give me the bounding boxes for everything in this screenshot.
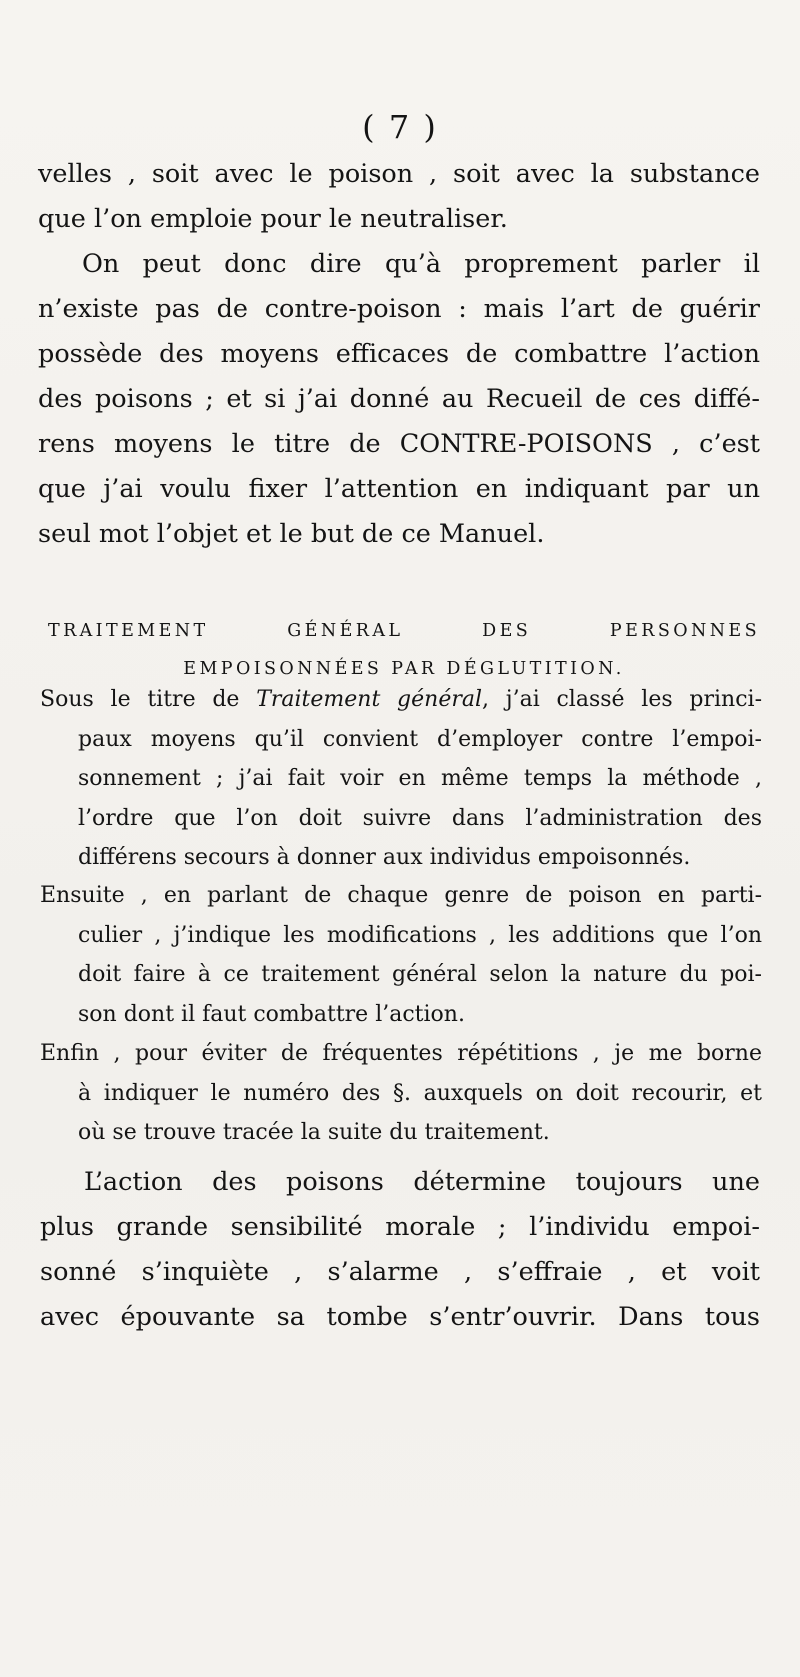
text-line: son dont il faut combattre l’action. (78, 1001, 465, 1027)
paragraph-continued (38, 152, 760, 242)
text-line: sonnement ; j’ai fait voir en même temps la méthode , (78, 766, 762, 791)
paragraph-action-des-poisons (40, 1160, 760, 1340)
section-heading (48, 612, 760, 688)
text-line: doit faire à ce traitement général selon la nature du poi- (78, 962, 762, 987)
heading-line-2: EMPOISONNÉES PAR DÉGLUTITION. (183, 659, 625, 679)
text-line: différens secours à donner aux individus empoisonnés. (78, 845, 691, 870)
note-traitement-general (40, 680, 762, 878)
text-fragment: , j’ai classé les princi- (482, 687, 762, 712)
heading-line-1: TRAITEMENT GÉNÉRAL DES PERSONNES (48, 621, 760, 641)
text-fragment: Sous le titre de (40, 687, 257, 712)
text-line: velles , soit avec le poison , soit avec la substance (38, 159, 760, 189)
text-line: Enfin , pour éviter de fréquentes répétitions , je me borne (40, 1041, 762, 1066)
text-line: des poisons ; et si j’ai donné au Recueil de ces diffé- (38, 384, 760, 414)
text-line: à indiquer le numéro des §. auxquels on doit recourir, et (78, 1080, 762, 1106)
note-ensuite (40, 876, 762, 1034)
text-line: rens moyens le titre de CONTRE-POISONS , c’est (38, 429, 760, 459)
text-line: paux moyens qu’il convient d’employer contre l’empoi- (78, 726, 762, 752)
text-line: On peut donc dire qu’à proprement parler il (82, 249, 760, 279)
text-line: l’ordre que l’on doit suivre dans l’administration des (78, 805, 762, 831)
paragraph-contre-poison (38, 242, 760, 557)
text-line: que l’on emploie pour le neutraliser. (38, 204, 508, 234)
page-number: ( 7 ) (362, 108, 438, 146)
italic-term: Traitement général (256, 687, 483, 712)
text-line: sonné s’inquiète , s’alarme , s’effraie , et voit (40, 1257, 760, 1287)
text-line: L’action des poisons détermine toujours une (84, 1167, 760, 1197)
text-line: avec épouvante sa tombe s’entr’ouvrir. Dans tous (40, 1302, 760, 1332)
text-line: seul mot l’objet et le but de ce Manuel. (38, 519, 545, 549)
note-enfin (40, 1034, 762, 1153)
text-line: n’existe pas de contre-poison : mais l’art de guérir (38, 294, 760, 324)
text-line: plus grande sensibilité morale ; l’individu empoi- (40, 1212, 760, 1242)
text-line: culier , j’indique les modifications , les additions que l’on (78, 922, 762, 948)
text-line: Ensuite , en parlant de chaque genre de poison en parti- (40, 883, 762, 908)
text-line: possède des moyens efficaces de combattre l’action (38, 339, 760, 369)
text-line: où se trouve tracée la suite du traitement. (78, 1120, 550, 1145)
text-line: que j’ai voulu fixer l’attention en indiquant par un (38, 474, 760, 504)
text-line (40, 680, 762, 720)
